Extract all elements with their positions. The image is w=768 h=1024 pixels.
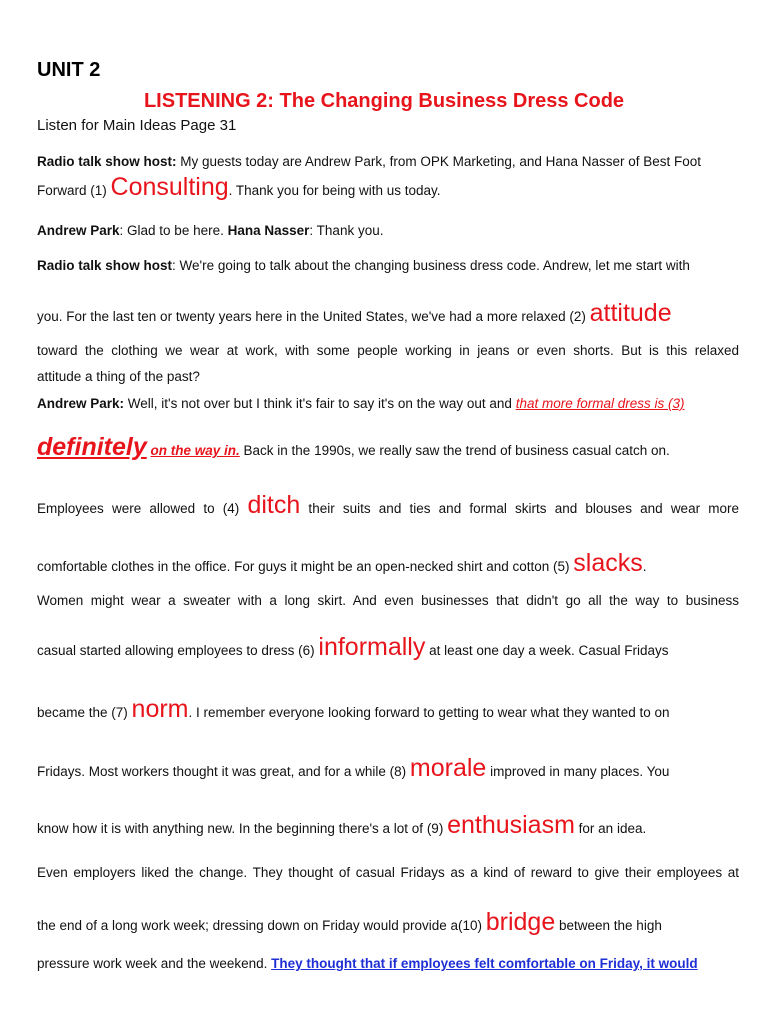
line-text: you. For the last ten or twenty years here in the United States, we've had a more relaxed (2) bbox=[37, 309, 590, 324]
speaker-andrew: Andrew Park: bbox=[37, 396, 125, 411]
transcript-line-1 bbox=[37, 154, 739, 170]
line-text: Well, it's not over but I think it's fair to say it's on the way out and bbox=[124, 396, 516, 411]
line-text: pressure work week and the weekend. bbox=[37, 956, 272, 971]
answer-2: attitude bbox=[589, 299, 672, 327]
answer-4: ditch bbox=[247, 491, 301, 519]
red-underlined-phrase: on the way in. bbox=[150, 443, 240, 458]
answer-7: norm bbox=[131, 695, 189, 723]
transcript-line-15 bbox=[37, 753, 739, 783]
line-text: their suits and ties and formal skirts and blouses and wear more bbox=[300, 501, 740, 516]
answer-5: slacks bbox=[573, 549, 643, 577]
answer-1: Consulting bbox=[110, 173, 229, 201]
speaker-host: Radio talk show host: bbox=[37, 154, 177, 169]
transcript-line-17: Even employers liked the change. They thought of casual Fridays as a kind of reward to give their employees at bbox=[37, 865, 739, 880]
transcript-line-7: attitude a thing of the past? bbox=[37, 369, 200, 384]
page-subtitle: Listen for Main Ideas Page 31 bbox=[37, 117, 237, 134]
red-underlined-phrase: that more formal dress is (3) bbox=[515, 396, 685, 411]
line-text: Employees were allowed to (4) bbox=[37, 501, 248, 516]
transcript-line-5 bbox=[37, 298, 739, 328]
speaker-andrew: Andrew Park bbox=[37, 223, 120, 238]
line-text: Forward (1) bbox=[37, 183, 111, 198]
transcript-line-19 bbox=[37, 956, 739, 972]
line-text: My guests today are Andrew Park, from OPK Marketing, and Hana Nasser of Best Foot bbox=[176, 154, 701, 169]
speaker-host: Radio talk show host bbox=[37, 258, 173, 273]
answer-9: enthusiasm bbox=[447, 811, 575, 839]
answer-6: informally bbox=[318, 633, 426, 661]
line-text: the end of a long work week; dressing down on Friday would provide a(10) bbox=[37, 918, 486, 933]
line-text: know how it is with anything new. In the beginning there's a lot of (9) bbox=[37, 821, 448, 836]
transcript-line-6: toward the clothing we wear at work, with some people working in jeans or even shorts. But is this relaxed bbox=[37, 343, 739, 358]
transcript-line-11 bbox=[37, 548, 739, 578]
transcript-line-14 bbox=[37, 694, 739, 724]
transcript-line-13 bbox=[37, 632, 739, 662]
blue-underlined-phrase: They thought that if employees felt comfortable on Friday, it would bbox=[271, 956, 698, 971]
answer-3: definitely bbox=[37, 433, 147, 461]
transcript-line-12: Women might wear a sweater with a long skirt. And even businesses that didn't go all the way to business bbox=[37, 593, 739, 608]
transcript-line-9 bbox=[37, 432, 739, 462]
page-title: LISTENING 2: The Changing Business Dress Code bbox=[143, 90, 625, 112]
unit-heading: UNIT 2 bbox=[37, 59, 101, 81]
line-text: casual started allowing employees to dress (6) bbox=[37, 643, 319, 658]
line-text: : Glad to be here. bbox=[119, 223, 228, 238]
line-text: Back in the 1990s, we really saw the trend of business casual catch on. bbox=[239, 443, 670, 458]
line-text: Fridays. Most workers thought it was great, and for a while (8) bbox=[37, 764, 410, 779]
line-text: . bbox=[642, 559, 647, 574]
transcript-line-4 bbox=[37, 258, 739, 274]
line-text: improved in many places. You bbox=[486, 764, 670, 779]
line-text: : Thank you. bbox=[309, 223, 384, 238]
line-text: at least one day a week. Casual Fridays bbox=[425, 643, 669, 658]
line-text: . I remember everyone looking forward to getting to wear what they wanted to on bbox=[188, 705, 670, 720]
line-text: . Thank you for being with us today. bbox=[228, 183, 441, 198]
transcript-line-16 bbox=[37, 810, 739, 840]
answer-8: morale bbox=[409, 754, 487, 782]
transcript-line-18 bbox=[37, 907, 739, 937]
line-text: : We're going to talk about the changing business dress code. Andrew, let me start with bbox=[172, 258, 690, 273]
line-text: between the high bbox=[555, 918, 662, 933]
line-text: comfortable clothes in the office. For guys it might be an open-necked shirt and cotton (5) bbox=[37, 559, 574, 574]
speaker-hana: Hana Nasser bbox=[227, 223, 310, 238]
transcript-line-8 bbox=[37, 396, 739, 412]
line-text: became the (7) bbox=[37, 705, 132, 720]
transcript-line-2 bbox=[37, 172, 739, 202]
transcript-line-10 bbox=[37, 490, 739, 520]
line-text: for an idea. bbox=[574, 821, 647, 836]
transcript-line-3 bbox=[37, 223, 739, 239]
answer-10: bridge bbox=[485, 908, 556, 936]
